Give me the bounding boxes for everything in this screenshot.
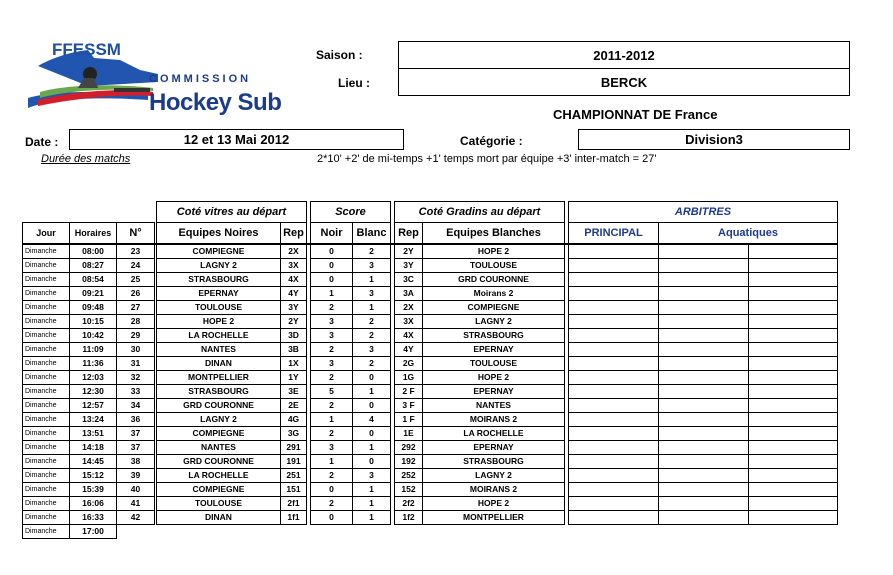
cell-arbitre-aquatique-1 bbox=[659, 385, 749, 399]
cell-score-blanc: 1 bbox=[353, 511, 391, 525]
cell-arbitre-principal bbox=[569, 343, 659, 357]
cell-score-noir: 1 bbox=[311, 413, 353, 427]
cell-score-blanc: 1 bbox=[353, 385, 391, 399]
col-blanc: Blanc bbox=[353, 223, 391, 245]
cell-rep1: 3X bbox=[281, 259, 307, 273]
table-row bbox=[23, 483, 838, 497]
cell-equipe-noire: NANTES bbox=[157, 343, 281, 357]
cell-num: 40 bbox=[117, 483, 155, 497]
cell-jour: Dimanche bbox=[23, 315, 70, 329]
cell-arbitre-principal bbox=[569, 259, 659, 273]
cell-equipe-blanche: EPERNAY bbox=[423, 385, 565, 399]
cell-rep2: 1E bbox=[395, 427, 423, 441]
cell-equipe-noire: HOPE 2 bbox=[157, 315, 281, 329]
table-row bbox=[23, 511, 838, 525]
cell-equipe-noire: DINAN bbox=[157, 357, 281, 371]
group-header-arbitres: ARBITRES bbox=[569, 202, 838, 223]
cell-jour: Dimanche bbox=[23, 385, 70, 399]
cell-rep2: 3 F bbox=[395, 399, 423, 413]
cell-equipe-noire: COMPIEGNE bbox=[157, 244, 281, 259]
table-row bbox=[23, 301, 838, 315]
cell-rep2: 2Y bbox=[395, 244, 423, 259]
cell-num: 23 bbox=[117, 244, 155, 259]
cell-jour: Dimanche bbox=[23, 413, 70, 427]
cell-arbitre-aquatique-2 bbox=[749, 301, 838, 315]
cell-score-noir: 0 bbox=[311, 273, 353, 287]
cell-rep1: 3B bbox=[281, 343, 307, 357]
date-label: Date : bbox=[25, 135, 59, 149]
cell-heure: 12:30 bbox=[70, 385, 117, 399]
cell-arbitre-principal bbox=[569, 244, 659, 259]
cell-arbitre-aquatique-1 bbox=[659, 259, 749, 273]
cell-rep2: 3A bbox=[395, 287, 423, 301]
cell-arbitre-aquatique-1 bbox=[659, 399, 749, 413]
cell-equipe-blanche: MONTPELLIER bbox=[423, 511, 565, 525]
col-num: N° bbox=[117, 223, 155, 245]
table-row bbox=[23, 315, 838, 329]
cell-equipe-noire: TOULOUSE bbox=[157, 497, 281, 511]
cell-equipe-noire: NANTES bbox=[157, 441, 281, 455]
cell-rep2: 192 bbox=[395, 455, 423, 469]
schedule-table bbox=[22, 201, 838, 539]
saison-value: 2011-2012 bbox=[398, 41, 850, 69]
cell-rep1: 4Y bbox=[281, 287, 307, 301]
cell-equipe-noire: LAGNY 2 bbox=[157, 259, 281, 273]
table-row bbox=[23, 385, 838, 399]
cell-arbitre-aquatique-2 bbox=[749, 455, 838, 469]
saison-label: Saison : bbox=[316, 48, 363, 62]
cell-equipe-noire: COMPIEGNE bbox=[157, 427, 281, 441]
cell-equipe-blanche: Moirans 2 bbox=[423, 287, 565, 301]
table-row bbox=[23, 357, 838, 371]
championnat-title: CHAMPIONNAT DE France bbox=[553, 107, 718, 122]
cell-arbitre-aquatique-1 bbox=[659, 511, 749, 525]
cell-arbitre-aquatique-1 bbox=[659, 329, 749, 343]
cell-equipe-noire: LA ROCHELLE bbox=[157, 329, 281, 343]
cell-num: 25 bbox=[117, 273, 155, 287]
cell-arbitre-aquatique-2 bbox=[749, 357, 838, 371]
cell-arbitre-principal bbox=[569, 413, 659, 427]
cell-arbitre-aquatique-2 bbox=[749, 483, 838, 497]
cell-rep2: 3Y bbox=[395, 259, 423, 273]
cell-equipe-noire: EPERNAY bbox=[157, 287, 281, 301]
cell-arbitre-principal bbox=[569, 455, 659, 469]
cell-arbitre-principal bbox=[569, 469, 659, 483]
cell-arbitre-principal bbox=[569, 329, 659, 343]
logo-commission-text: COMMISSION bbox=[149, 73, 252, 85]
cell-arbitre-aquatique-1 bbox=[659, 469, 749, 483]
cell-heure: 10:15 bbox=[70, 315, 117, 329]
cell-equipe-noire: LA ROCHELLE bbox=[157, 469, 281, 483]
cell-jour: Dimanche bbox=[23, 329, 70, 343]
cell-equipe-blanche: EPERNAY bbox=[423, 343, 565, 357]
cell-rep1: 191 bbox=[281, 455, 307, 469]
cell-jour: Dimanche bbox=[23, 399, 70, 413]
lieu-label: Lieu : bbox=[338, 76, 370, 90]
cell-rep1: 4X bbox=[281, 273, 307, 287]
cell-score-noir: 0 bbox=[311, 483, 353, 497]
cell-rep1: 1Y bbox=[281, 371, 307, 385]
cell-score-blanc: 0 bbox=[353, 455, 391, 469]
col-equipes-blanches: Equipes Blanches bbox=[423, 223, 565, 245]
cell-score-blanc: 1 bbox=[353, 441, 391, 455]
table-row bbox=[23, 427, 838, 441]
logo-hockey-sub-text: Hockey Sub bbox=[149, 89, 282, 116]
cell-jour: Dimanche bbox=[23, 469, 70, 483]
cell-heure: 13:24 bbox=[70, 413, 117, 427]
cell-jour: Dimanche bbox=[23, 259, 70, 273]
cell-score-noir: 2 bbox=[311, 497, 353, 511]
cell-jour: Dimanche bbox=[23, 287, 70, 301]
cell-num: 26 bbox=[117, 287, 155, 301]
cell-rep1: 251 bbox=[281, 469, 307, 483]
cell-rep1: 2E bbox=[281, 399, 307, 413]
logo bbox=[28, 40, 288, 120]
cell-equipe-blanche: HOPE 2 bbox=[423, 244, 565, 259]
cell-heure: 15:12 bbox=[70, 469, 117, 483]
cell-heure: 08:54 bbox=[70, 273, 117, 287]
cell-arbitre-principal bbox=[569, 273, 659, 287]
cell-jour: Dimanche bbox=[23, 441, 70, 455]
table-row bbox=[23, 497, 838, 511]
cell-equipe-blanche: EPERNAY bbox=[423, 441, 565, 455]
cell-score-noir: 2 bbox=[311, 427, 353, 441]
cell-rep2: 4Y bbox=[395, 343, 423, 357]
cell-equipe-noire: TOULOUSE bbox=[157, 301, 281, 315]
cell-num: 34 bbox=[117, 399, 155, 413]
table-row bbox=[23, 273, 838, 287]
lieu-value: BERCK bbox=[398, 68, 850, 96]
cell-score-blanc: 0 bbox=[353, 399, 391, 413]
cell-jour: Dimanche bbox=[23, 357, 70, 371]
cell-equipe-blanche: LAGNY 2 bbox=[423, 315, 565, 329]
cell-score-blanc: 3 bbox=[353, 343, 391, 357]
cell-arbitre-principal bbox=[569, 399, 659, 413]
cell-num: 31 bbox=[117, 357, 155, 371]
cell-equipe-noire: GRD COURONNE bbox=[157, 455, 281, 469]
cell-equipe-noire: STRASBOURG bbox=[157, 385, 281, 399]
cell-arbitre-aquatique-2 bbox=[749, 343, 838, 357]
cell-equipe-blanche: MOIRANS 2 bbox=[423, 483, 565, 497]
table-row bbox=[23, 287, 838, 301]
cell-heure: 17:00 bbox=[70, 525, 117, 539]
col-equipes-noires: Equipes Noires bbox=[157, 223, 281, 245]
group-header-row bbox=[23, 202, 838, 223]
cell-heure: 13:51 bbox=[70, 427, 117, 441]
cell-equipe-blanche: GRD COURONNE bbox=[423, 273, 565, 287]
cell-score-noir: 0 bbox=[311, 259, 353, 273]
cell-num: 37 bbox=[117, 441, 155, 455]
cell-arbitre-principal bbox=[569, 287, 659, 301]
cell-equipe-blanche: STRASBOURG bbox=[423, 329, 565, 343]
cell-arbitre-principal bbox=[569, 511, 659, 525]
cell-equipe-blanche: TOULOUSE bbox=[423, 357, 565, 371]
cell-heure: 09:21 bbox=[70, 287, 117, 301]
col-rep2: Rep bbox=[395, 223, 423, 245]
categorie-label: Catégorie : bbox=[460, 134, 523, 148]
cell-arbitre-aquatique-1 bbox=[659, 244, 749, 259]
table-row bbox=[23, 455, 838, 469]
cell-arbitre-aquatique-2 bbox=[749, 497, 838, 511]
cell-arbitre-aquatique-1 bbox=[659, 287, 749, 301]
cell-score-noir: 2 bbox=[311, 399, 353, 413]
cell-heure: 14:45 bbox=[70, 455, 117, 469]
cell-equipe-blanche: LAGNY 2 bbox=[423, 469, 565, 483]
cell-score-noir: 2 bbox=[311, 343, 353, 357]
cell-num: 28 bbox=[117, 315, 155, 329]
cell-score-blanc: 4 bbox=[353, 413, 391, 427]
col-principal: PRINCIPAL bbox=[569, 223, 659, 245]
col-noir: Noir bbox=[311, 223, 353, 245]
cell-arbitre-principal bbox=[569, 385, 659, 399]
cell-arbitre-aquatique-1 bbox=[659, 441, 749, 455]
cell-rep1: 2f1 bbox=[281, 497, 307, 511]
duree-label: Durée des matchs bbox=[41, 153, 131, 165]
table-row bbox=[23, 329, 838, 343]
cell-arbitre-aquatique-2 bbox=[749, 329, 838, 343]
table-row bbox=[23, 371, 838, 385]
cell-score-noir: 2 bbox=[311, 301, 353, 315]
cell-score-blanc: 2 bbox=[353, 315, 391, 329]
cell-num: 29 bbox=[117, 329, 155, 343]
cell-score-noir: 2 bbox=[311, 469, 353, 483]
cell-num: 27 bbox=[117, 301, 155, 315]
cell-rep1: 291 bbox=[281, 441, 307, 455]
table-row-last bbox=[23, 525, 838, 539]
cell-arbitre-aquatique-2 bbox=[749, 413, 838, 427]
cell-arbitre-principal bbox=[569, 497, 659, 511]
cell-score-noir: 2 bbox=[311, 371, 353, 385]
cell-jour: Dimanche bbox=[23, 427, 70, 441]
cell-arbitre-principal bbox=[569, 301, 659, 315]
table-row bbox=[23, 469, 838, 483]
cell-heure: 08:00 bbox=[70, 244, 117, 259]
cell-arbitre-aquatique-1 bbox=[659, 413, 749, 427]
cell-rep1: 3G bbox=[281, 427, 307, 441]
cell-score-noir: 1 bbox=[311, 287, 353, 301]
cell-score-blanc: 1 bbox=[353, 497, 391, 511]
cell-rep1: 3D bbox=[281, 329, 307, 343]
cell-arbitre-aquatique-1 bbox=[659, 427, 749, 441]
table-row bbox=[23, 244, 838, 259]
cell-rep2: 2X bbox=[395, 301, 423, 315]
cell-jour: Dimanche bbox=[23, 273, 70, 287]
cell-heure: 12:57 bbox=[70, 399, 117, 413]
cell-arbitre-aquatique-2 bbox=[749, 287, 838, 301]
cell-num: 42 bbox=[117, 511, 155, 525]
date-value: 12 et 13 Mai 2012 bbox=[69, 129, 404, 150]
cell-arbitre-aquatique-2 bbox=[749, 259, 838, 273]
cell-rep2: 292 bbox=[395, 441, 423, 455]
cell-rep1: 2X bbox=[281, 244, 307, 259]
cell-heure: 14:18 bbox=[70, 441, 117, 455]
cell-score-blanc: 3 bbox=[353, 287, 391, 301]
cell-score-noir: 0 bbox=[311, 244, 353, 259]
cell-rep1: 3E bbox=[281, 385, 307, 399]
cell-arbitre-aquatique-2 bbox=[749, 315, 838, 329]
cell-arbitre-aquatique-2 bbox=[749, 385, 838, 399]
empty-space bbox=[117, 525, 838, 539]
cell-arbitre-aquatique-2 bbox=[749, 371, 838, 385]
cell-heure: 12:03 bbox=[70, 371, 117, 385]
cell-equipe-blanche: STRASBOURG bbox=[423, 455, 565, 469]
cell-num: 30 bbox=[117, 343, 155, 357]
cell-equipe-blanche: NANTES bbox=[423, 399, 565, 413]
cell-rep1: 3Y bbox=[281, 301, 307, 315]
cell-equipe-noire: LAGNY 2 bbox=[157, 413, 281, 427]
group-header-blanches: Coté Gradins au départ bbox=[395, 202, 565, 223]
cell-equipe-blanche: MOIRANS 2 bbox=[423, 413, 565, 427]
cell-arbitre-principal bbox=[569, 483, 659, 497]
cell-arbitre-aquatique-2 bbox=[749, 427, 838, 441]
cell-arbitre-aquatique-1 bbox=[659, 357, 749, 371]
cell-rep1: 2Y bbox=[281, 315, 307, 329]
cell-rep2: 1f2 bbox=[395, 511, 423, 525]
cell-arbitre-principal bbox=[569, 315, 659, 329]
cell-rep1: 151 bbox=[281, 483, 307, 497]
cell-arbitre-aquatique-2 bbox=[749, 441, 838, 455]
cell-equipe-blanche: COMPIEGNE bbox=[423, 301, 565, 315]
cell-score-blanc: 2 bbox=[353, 244, 391, 259]
duree-value: 2*10' +2' de mi-temps +1' temps mort par équipe +3' inter-match = 27' bbox=[317, 153, 657, 165]
cell-rep1: 1X bbox=[281, 357, 307, 371]
cell-jour: Dimanche bbox=[23, 511, 70, 525]
cell-arbitre-principal bbox=[569, 371, 659, 385]
cell-rep2: 2 F bbox=[395, 385, 423, 399]
cell-equipe-blanche: LA ROCHELLE bbox=[423, 427, 565, 441]
cell-score-noir: 5 bbox=[311, 385, 353, 399]
col-horaires: Horaires bbox=[70, 223, 117, 245]
table-row bbox=[23, 441, 838, 455]
cell-rep2: 2f2 bbox=[395, 497, 423, 511]
cell-num: 33 bbox=[117, 385, 155, 399]
column-header-row bbox=[23, 223, 838, 245]
cell-jour: Dimanche bbox=[23, 525, 70, 539]
cell-rep2: 4X bbox=[395, 329, 423, 343]
cell-jour: Dimanche bbox=[23, 244, 70, 259]
cell-jour: Dimanche bbox=[23, 301, 70, 315]
cell-rep2: 3X bbox=[395, 315, 423, 329]
cell-equipe-noire: MONTPELLIER bbox=[157, 371, 281, 385]
cell-rep2: 1G bbox=[395, 371, 423, 385]
cell-rep2: 152 bbox=[395, 483, 423, 497]
cell-num: 38 bbox=[117, 455, 155, 469]
cell-heure: 11:09 bbox=[70, 343, 117, 357]
cell-arbitre-aquatique-1 bbox=[659, 497, 749, 511]
cell-rep1: 4G bbox=[281, 413, 307, 427]
cell-num: 41 bbox=[117, 497, 155, 511]
cell-arbitre-aquatique-1 bbox=[659, 301, 749, 315]
cell-heure: 15:39 bbox=[70, 483, 117, 497]
cell-score-blanc: 1 bbox=[353, 483, 391, 497]
categorie-value: Division3 bbox=[578, 129, 850, 150]
cell-arbitre-aquatique-1 bbox=[659, 455, 749, 469]
table-row bbox=[23, 399, 838, 413]
cell-equipe-blanche: TOULOUSE bbox=[423, 259, 565, 273]
cell-arbitre-aquatique-2 bbox=[749, 399, 838, 413]
cell-arbitre-aquatique-1 bbox=[659, 273, 749, 287]
cell-equipe-noire: COMPIEGNE bbox=[157, 483, 281, 497]
cell-score-blanc: 2 bbox=[353, 329, 391, 343]
cell-heure: 09:48 bbox=[70, 301, 117, 315]
cell-score-noir: 3 bbox=[311, 357, 353, 371]
cell-score-noir: 0 bbox=[311, 511, 353, 525]
cell-score-noir: 1 bbox=[311, 455, 353, 469]
table-row bbox=[23, 259, 838, 273]
cell-heure: 11:36 bbox=[70, 357, 117, 371]
cell-score-blanc: 3 bbox=[353, 469, 391, 483]
cell-equipe-blanche: HOPE 2 bbox=[423, 371, 565, 385]
cell-arbitre-aquatique-2 bbox=[749, 511, 838, 525]
cell-equipe-noire: DINAN bbox=[157, 511, 281, 525]
logo-ffessm-text: FFESSM bbox=[52, 40, 121, 59]
cell-heure: 08:27 bbox=[70, 259, 117, 273]
cell-num: 37 bbox=[117, 427, 155, 441]
cell-rep1: 1f1 bbox=[281, 511, 307, 525]
cell-equipe-blanche: HOPE 2 bbox=[423, 497, 565, 511]
cell-jour: Dimanche bbox=[23, 497, 70, 511]
cell-score-noir: 3 bbox=[311, 329, 353, 343]
group-header-noires: Coté vitres au départ bbox=[157, 202, 307, 223]
cell-score-blanc: 3 bbox=[353, 259, 391, 273]
cell-heure: 10:42 bbox=[70, 329, 117, 343]
cell-jour: Dimanche bbox=[23, 371, 70, 385]
cell-num: 36 bbox=[117, 413, 155, 427]
cell-num: 39 bbox=[117, 469, 155, 483]
cell-score-noir: 3 bbox=[311, 441, 353, 455]
cell-score-noir: 3 bbox=[311, 315, 353, 329]
col-rep1: Rep bbox=[281, 223, 307, 245]
cell-jour: Dimanche bbox=[23, 483, 70, 497]
cell-equipe-noire: GRD COURONNE bbox=[157, 399, 281, 413]
cell-jour: Dimanche bbox=[23, 343, 70, 357]
cell-num: 24 bbox=[117, 259, 155, 273]
cell-num: 32 bbox=[117, 371, 155, 385]
cell-rep2: 2G bbox=[395, 357, 423, 371]
cell-rep2: 1 F bbox=[395, 413, 423, 427]
cell-heure: 16:33 bbox=[70, 511, 117, 525]
cell-arbitre-principal bbox=[569, 441, 659, 455]
cell-rep2: 3C bbox=[395, 273, 423, 287]
cell-arbitre-aquatique-2 bbox=[749, 244, 838, 259]
cell-jour: Dimanche bbox=[23, 455, 70, 469]
cell-arbitre-principal bbox=[569, 357, 659, 371]
cell-score-blanc: 0 bbox=[353, 371, 391, 385]
cell-score-blanc: 1 bbox=[353, 273, 391, 287]
table-row bbox=[23, 413, 838, 427]
group-header-score: Score bbox=[311, 202, 391, 223]
cell-arbitre-aquatique-1 bbox=[659, 343, 749, 357]
cell-score-blanc: 1 bbox=[353, 301, 391, 315]
cell-score-blanc: 2 bbox=[353, 357, 391, 371]
cell-equipe-noire: STRASBOURG bbox=[157, 273, 281, 287]
cell-arbitre-principal bbox=[569, 427, 659, 441]
cell-rep2: 252 bbox=[395, 469, 423, 483]
col-aquatiques: Aquatiques bbox=[659, 223, 838, 245]
cell-arbitre-aquatique-2 bbox=[749, 469, 838, 483]
cell-arbitre-aquatique-1 bbox=[659, 371, 749, 385]
table-row bbox=[23, 343, 838, 357]
cell-arbitre-aquatique-1 bbox=[659, 315, 749, 329]
cell-score-blanc: 0 bbox=[353, 427, 391, 441]
col-jour: Jour bbox=[23, 223, 70, 245]
cell-heure: 16:06 bbox=[70, 497, 117, 511]
cell-arbitre-aquatique-2 bbox=[749, 273, 838, 287]
cell-arbitre-aquatique-1 bbox=[659, 483, 749, 497]
